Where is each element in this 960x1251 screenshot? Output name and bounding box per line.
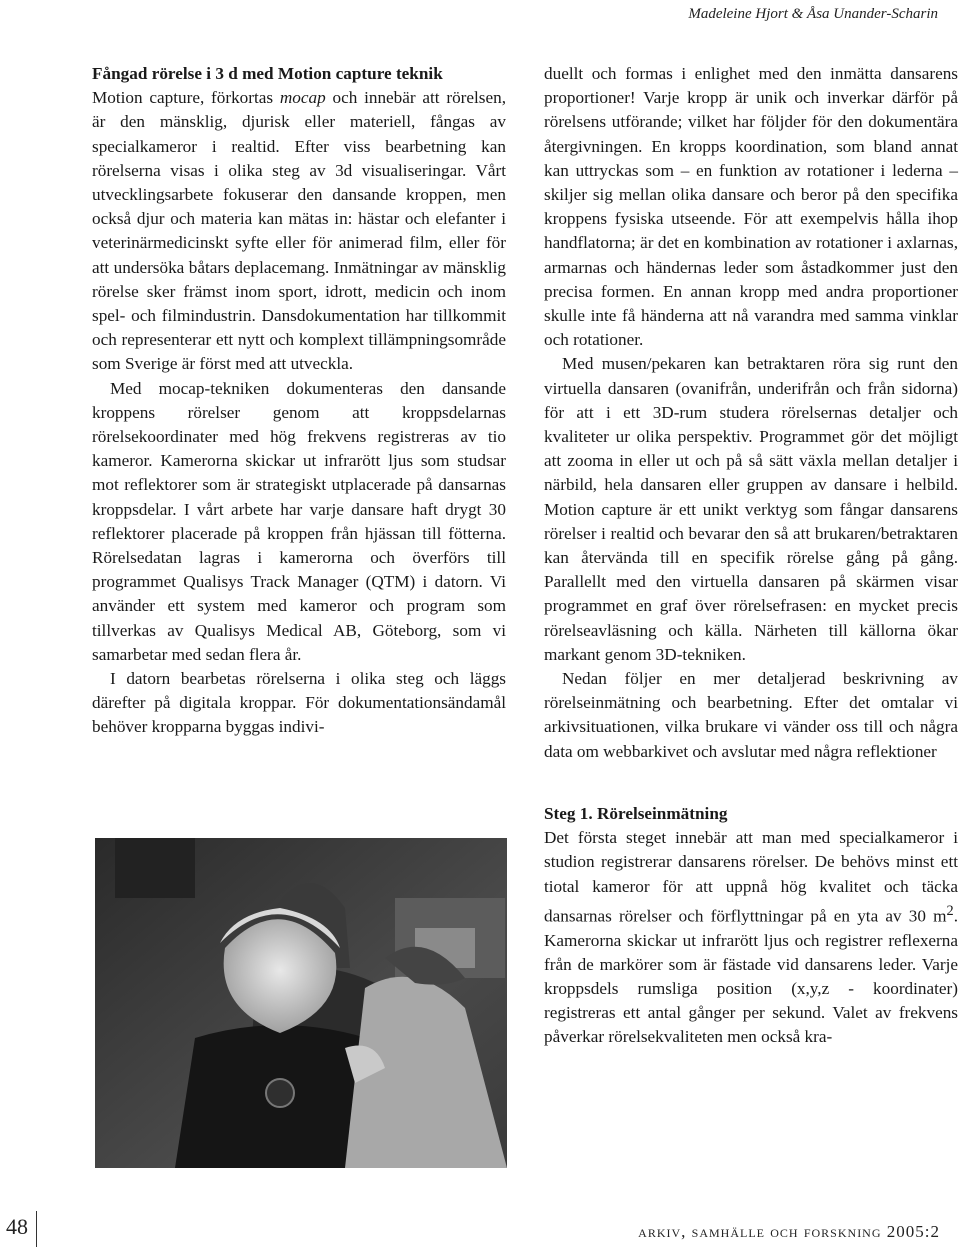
paragraph-6: Nedan följer en mer detaljerad beskrivning av rörelseinmätning och bearbetning. Efter det omtalar vi arkivsituationen, vilka brukare vi vänder oss till och några data om webbarkivet och avslutar med några reflektioner [544,669,958,761]
section-title: Fångad rörelse i 3 d med Motion capture teknik [92,64,443,83]
superscript-2: 2 [946,902,954,919]
dancer-photo [95,838,507,1168]
right-column [544,62,958,1050]
journal-footer: arkiv, samhälle och forskning 2005:2 [638,1222,940,1241]
left-column [92,62,506,740]
paragraph-7 [544,826,958,1050]
paragraph-4: duellt och formas i enlighet med den inmätta dansarens proportioner! Varje kropp är unik och inverkar därför på rörelsens utförande; vilket har följder för den dokumentära återgivningen. En kropps koordination, som bland annat kan uttryckas som – en funktion av rotationer i lederna – skiljer sig mellan olika dansare och beror på den specifika kroppens fysiska utseende. För att exempelvis hålla ihop handflatorna; är det en kombination av rotationer i axlarnas, armarnas och händernas leder som åstadkommer just den precisa formen. En annan kropp med andra proportioner skulle inte få händerna att nå varandra med samma vinklar och rotationer. [544,64,958,350]
running-head: Madeleine Hjort & Åsa Unander-Scharin [688,6,938,22]
paragraph-7-start: Det första steget innebär att man med specialkameror i studion registrerar dansarens rörelser. De behövs minst ett tiotal kameror för att uppnå hög kvalitet och täcka dansarnas rörelser och förflyttningar på en yta av 30 m [544,828,958,926]
photo-illustration [95,838,507,1168]
paragraph-1 [92,86,506,376]
mocap-term: mocap [279,88,326,108]
paragraph-5: Med musen/pekaren kan betraktaren röra sig runt den virtuella dansaren (ovanifrån, underifrån och från sidorna) för att i ett 3D-rum studera rörelsernas detaljer och kvaliteter ur olika perspektiv. Programmet gör det möjligt att zooma in eller ut och på så sätt växla mellan detaljer i närbild, hela dansaren eller gruppen av dansare i helbild. Motion capture är ett unikt verktyg som fångar dansarens rörelser i realtid och bevarar den så att brukaren/betraktaren kan återvända till en specifik rörelse gång på gång. Parallellt med den virtuella dansaren på skärmen visar programmet en graf över rörelsefrasen: en mycket precis rörelseavläsning och källa. Närheten till källorna ökar markant genom 3D-tekniken. [544,354,958,664]
paragraph-2: Med mocap-tekniken dokumenteras den dansande kroppens rörelser genom att kroppsdelarnas rörelsekoordinater med hög frekvens registreras av tio kameror. Kamerorna skickar ut infrarött ljus som studsar mot reflektorer som är strategiskt utplacerade på dansarnas kroppsdelar. I vårt arbete har varje dansare haft drygt 30 reflektorer placerade på kroppen från hjässan till fötterna. Rörelsedatan lagras i kamerorna och överförs till programmet Qualisys Track Manager (QTM) i datorn. Vi använder ett system med kameror och program som tillverkas av Qualisys Medical AB, Göteborg, som vi samarbetar med sedan flera år. [92,378,506,664]
page-number: 48 [6,1214,28,1239]
paragraph-1-rest: och innebär att rörelsen, är den mänsklig, djurisk eller materiell, fångas av specialkameror i realtid. Efter viss bearbetning kan rörelserna visas i olika steg av 3d visualiseringar. Vårt utvecklingsarbete fokuserar den dansande kroppen, men också djur och materia kan mätas in: hästar och elefanter i veterinärmedicinskt syfte eller för animerad film, eller för att undersöka båtars deplacemang. Inmätningar av mänsklig rörelse sker främst inom sport, idrott, medicin och inom spel- och filmindustrin. Dansdokumentation har tillkommit och representerar ett nytt och komplext tillämpningsområde som Sverige är först med att utveckla. [92,88,507,374]
paragraph-1-start: Motion capture, förkortas [92,88,280,108]
paragraph-3: I datorn bearbetas rörelserna i olika steg och läggs därefter på digitala kroppar. För dokumentationsändamål behöver kropparna byggas indivi- [92,669,506,737]
paragraph-7-rest: . Kamerorna skickar ut infrarött ljus och registrer reflexerna från de markörer som är fästade vid dansarens leder. Varje kroppsdels rumsliga position (x,y,z - koordinater) registreras ett antal gånger per sekund. Valet av frekvens påverkar rörelsekvaliteten men också kra- [544,906,958,1047]
step-1-title: Steg 1. Rörelseinmätning [544,803,728,823]
page-number-rule [36,1211,37,1247]
